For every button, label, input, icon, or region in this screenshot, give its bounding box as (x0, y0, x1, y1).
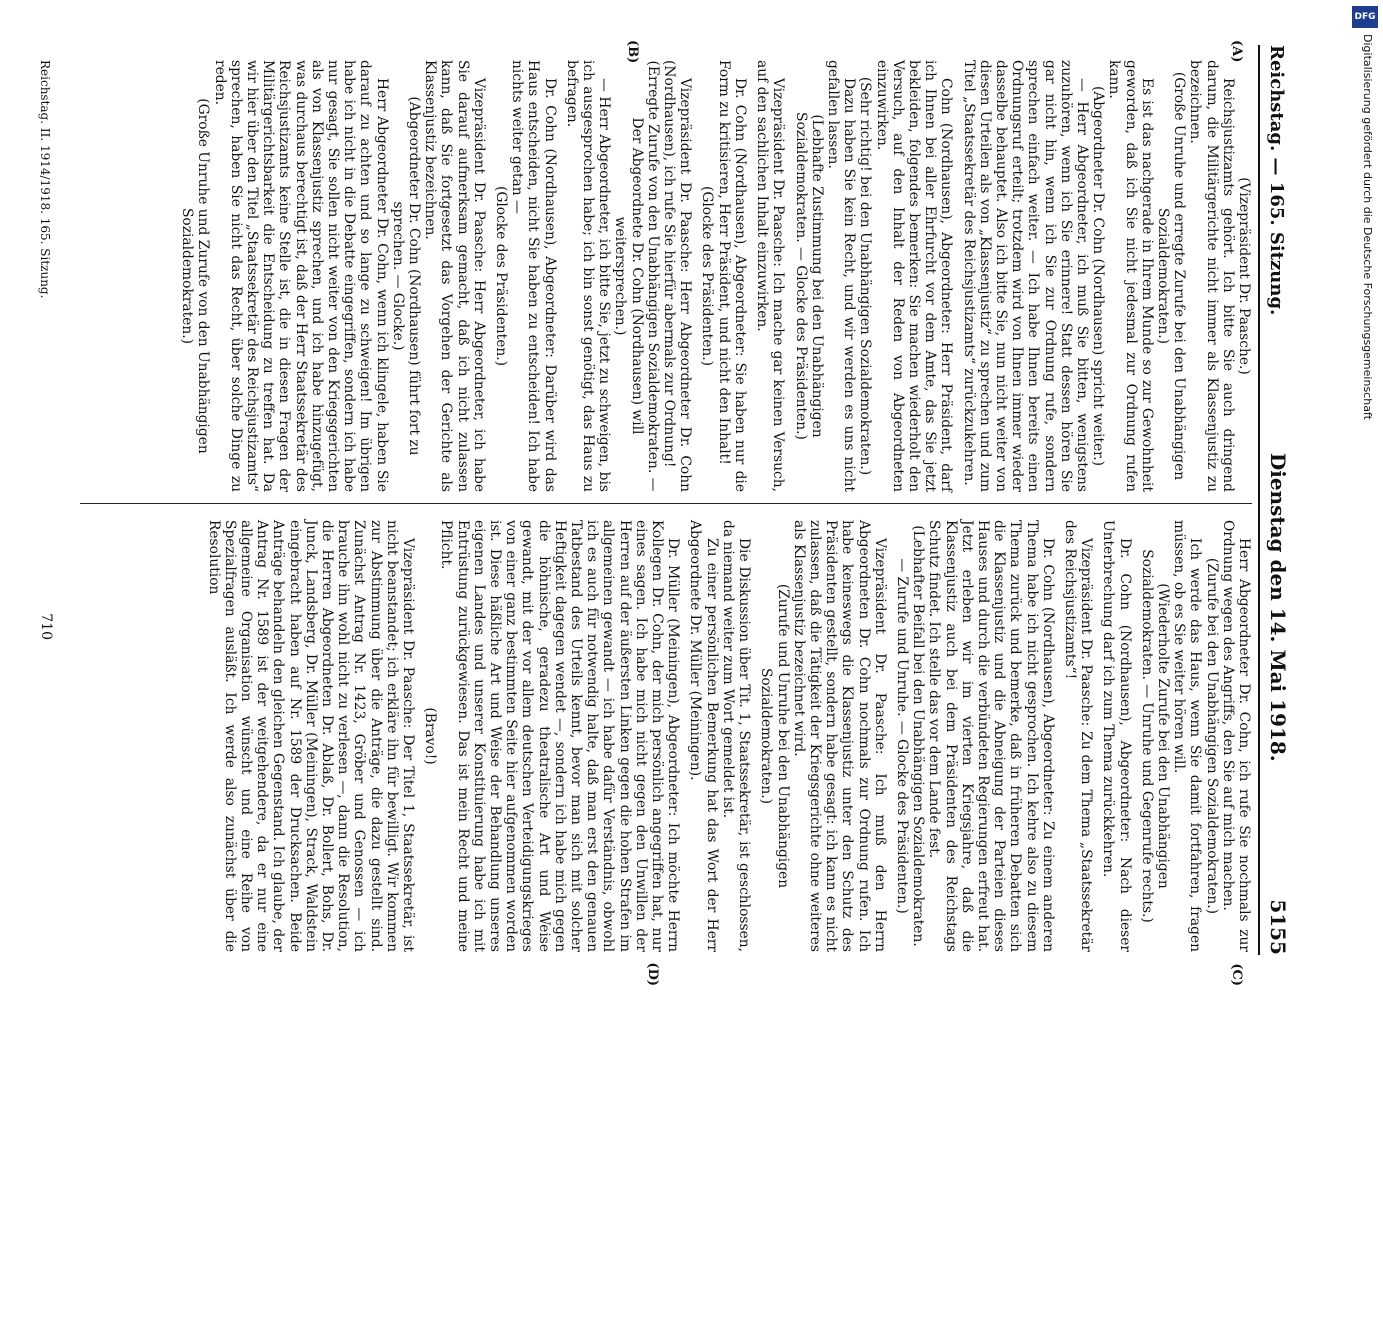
paragraph: Vizepräsident Dr. Paasche: Zu dem Thema „Staatssekretär des Reichsjustizamts“! (1061, 520, 1095, 952)
paragraph: Vizepräsident Dr. Paasche: Ich muß den Herrn Abgeordneten Dr. Cohn nochmals zur Ordnung rufen. Ich habe keineswegs die Klassenjustiz unter den Schutz des Präsidenten gestellt, sondern habe gesagt: ich kann es nicht zulassen, daß die Tätigkeit der Kriegsgerichte ohne weiteres als Klassenjustiz bezeichnet wird. (790, 520, 888, 952)
paragraph: (Lebhafter Beifall bei den Unabhängigen Sozialdemokraten. — Zurufe und Unruhe. — Glocke des Präsidenten.) (893, 525, 927, 947)
paragraph: (Vizepräsident Dr. Paasche.) (1236, 177, 1252, 375)
paragraph: Vizepräsident Dr. Paasche: Herr Abgeordneter, ich habe Sie darauf aufmerksam gemacht, daß ich nicht zulassen kann, daß Sie fortgesetzt das Vorgehen der Gerichte als Klassenjustiz bezeichnen. (422, 60, 487, 492)
paragraph: — Herr Abgeordneter, ich bitte Sie, jetzt zu schweigen, bis ich ausgesprochen habe; ich bin sonst genötigt, das Haus zu befragen. (563, 60, 613, 492)
paragraph: Es ist das nachgerade in Ihrem Munde so zur Gewohnheit geworden, daß ich Sie nicht jedesmal zur Ordnung rufen kann. (1106, 60, 1155, 492)
page-header (1266, 45, 1300, 955)
paragraph: Dr. Cohn (Nordhausen), Abgeordneter: Sie haben nur die Form zu kritisieren, Herr Präsident, und nicht den Inhalt! (715, 60, 748, 492)
header-left: Reichstag. — 165. Sitzung. (1266, 45, 1287, 316)
page-number: 5155 (1266, 899, 1290, 955)
margin-marker-c: (C) (1229, 963, 1244, 986)
right-column (205, 520, 1252, 952)
margin-marker-d: (D) (645, 962, 660, 986)
paragraph: Vizepräsident Dr. Paasche: Der Titel 1, Staatssekretär, ist nicht beanstandet; ich erkläre ihn für bewilligt. Wir kommen zur Abstimmung über die Anträge, die dazu gestellt sind. Zunächst Antrag Nr. 1423, Gröber und Genossen — ich brauche ihn wohl nicht zu verlesen —, dann die Resolution, die Herren Abgeordneten Dr. Ablaß, Dr. Bollert, Bohs, Dr. Junck, Landsberg, Dr. Müller (Meiningen), Strack, Waldstein eingebracht haben auf Nr. 1589 der Drucksachen. Beide Anträge behandeln den gleichen Gegenstand. Ich glaube, der Antrag Nr. 1589 ist der weitgehendere, da er nur eine allgemeine Organisation wünscht und eine Reihe von Spezialfragen ausläßt. Ich werde also zunächst über die Resolution (205, 520, 417, 952)
paragraph: (Glocke des Präsidenten.) (699, 185, 716, 367)
paragraph: Dr. Cohn (Nordhausen), Abgeordneter: Darüber wird das Haus entscheiden, nicht Sie haben zu entscheiden! Ich habe nichts weiter getan — (509, 60, 558, 492)
paragraph: Herr Abgeordneter Dr. Cohn, ich rufe Sie nochmals zur Ordnung wegen des Angriffs, den Sie auf mich machen. (1219, 520, 1252, 952)
paragraph: Zu einer persönlichen Bemerkung hat das Wort der Herr Abgeordnete Dr. Müller (Meiningen). (687, 520, 720, 952)
paragraph: Herr Abgeordneter Dr. Cohn, wenn ich klingele, haben Sie darauf zu achten und so lange zu schweigen! Im übrigen habe ich nicht in die Debatte eingegriffen, sondern ich habe nur gesagt, Sie sollen nicht weiter von den Kriegsgerichten als von Klassenjustiz sprechen, und ich habe hinzugefügt, was durchaus berechtigt ist, daß der Herr Staatssekretär des Reichsjustizamts keine Stelle ist, die in diesen Fragen der Militärgerichtsbarkeit die Entscheidung zu treffen hat. Da wir hier über den Titel „Staatssekretär des Reichsjustizamts“ sprechen, haben Sie nicht das Recht, über solche Dinge zu reden. (211, 60, 390, 492)
paragraph: Dr. Cohn (Nordhausen), Abgeordneter: Nach dieser Unterbrechung darf ich zum Thema zurückkehren. (1100, 520, 1133, 952)
paragraph: Die Diskussion über Tit. 1, Staatssekretär, ist geschlossen, da niemand weiter zum Wort gemeldet ist. (719, 520, 753, 952)
paragraph: (Abgeordneter Dr. Cohn (Nordhausen) führt fort zu sprechen. — Glocke.) (389, 96, 423, 456)
paragraph: (Große Unruhe und Zurufe von den Unabhängigen Sozialdemokraten.) (179, 98, 212, 454)
paragraph: Ich werde das Haus, wenn Sie damit fortfahren, fragen müssen, ob es Sie weiter hören will. (1171, 520, 1204, 952)
column-divider (80, 503, 1252, 504)
paragraph: (Große Unruhe und erregte Zurufe bei den Unabhängigen Sozialdemokraten.) (1154, 71, 1188, 481)
paragraph: Cohn (Nordhausen), Abgeordneter: Herr Präsident, darf ich Ihnen bei aller Ehrfurcht vor dem Amte, das Sie jetzt bekleiden, folgendes bemerken: Sie machen wiederholt den Versuch, auf den Inhalt der Reden von Abgeordneten einzuwirken. (873, 60, 955, 492)
dfg-credit-text: Digitalisierung gefördert durch die Deutsche Forschungsgemeinschaft (1361, 34, 1374, 420)
paragraph: Reichsjustizamts gehört. Ich bitte Sie auch dringend darum, die Militärgerichte nicht immer als Klassenjustiz zu bezeichnen. (1187, 60, 1236, 492)
left-column (179, 60, 1252, 492)
margin-marker-a: (A) (1229, 40, 1244, 63)
paragraph: (Lebhafte Zustimmung bei den Unabhängigen Sozialdemokraten. — Glocke des Präsidenten.) (792, 112, 825, 440)
header-center: Dienstag den 14. Mai 1918. (1266, 452, 1290, 762)
dfg-sidebar (1346, 0, 1382, 1340)
paragraph: Dr. Cohn (Nordhausen), Abgeordneter: Zu einem anderen Thema habe ich nicht gesprochen. Ich kehre also zu diesem Thema zurück und bemerke, daß in früheren Debatten sich die Klassenjustiz und die Abneigung der Parteien dieses Hauses und durch die verbündeten Regierungen erfreut hat. Jetzt erleben wir im vierten Kriegsjahre, daß die Klassenjustiz auch bei dem Präsidenten des Reichstags Schutz findet. Ich stelle das vor dem Lande fest. (926, 520, 1056, 952)
header-rule (1258, 45, 1260, 955)
margin-marker-b: (B) (625, 40, 640, 64)
paragraph: Dazu haben Sie kein Recht, und wir werden es uns nicht gefallen lassen. (824, 60, 858, 492)
paragraph: (Wiederholte Zurufe bei den Unabhängigen Sozialdemokraten. — Unruhe und Gegenrufe rechts.) (1138, 549, 1171, 923)
paragraph: (Sehr richtig! bei den Unabhängigen Sozialdemokraten.) (857, 76, 874, 476)
paragraph: (Zurufe bei den Unabhängigen Sozialdemokraten.) (1203, 557, 1220, 915)
paragraph: (Zurufe und Unruhe bei den Unabhängigen Sozialdemokraten.) (758, 583, 791, 889)
dfg-logo-icon: DFG (1352, 6, 1378, 28)
sheet-signature: 710 (38, 613, 54, 640)
page-footer: Reichstag. II. 1914/1918. 165. Sitzung. (38, 60, 52, 299)
paragraph: (Erregte Zurufe von den Unabhängigen Sozialdemokraten. — Der Abgeordnete Dr. Cohn (Nordhausen) will weitersprechen.) (612, 60, 661, 492)
paragraph: Vizepräsident Dr. Paasche: Herr Abgeordneter Dr. Cohn (Nordhausen), ich rufe Sie hierfür abermals zur Ordnung! (661, 60, 694, 492)
paragraph: (Bravo!) (422, 707, 439, 765)
paragraph: Vizepräsident Dr. Paasche: Ich mache gar keinen Versuch, auf den sachlichen Inhalt einzuwirken. (754, 60, 787, 492)
paragraph: (Abgeordneter Dr. Cohn (Nordhausen) spricht weiter.) (1090, 85, 1107, 467)
paragraph: Dr. Müller (Meiningen), Abgeordneter: Ich möchte Herrn Kollegen Dr. Cohn, der mich persönlich angegriffen hat, nur eines sagen. Ich habe mich nicht gegen den Unwillen der Herren auf der äußersten Linken gegen die hohen Strafen im allgemeinen gewandt — ich habe dafür Verständnis, obwohl ich es auch für notwendig halte, daß man erst den genauen Tatbestand des Urteils kennt, bevor man sich mit solcher Heftigkeit dagegen wendet —, sondern ich habe mich gegen die höhnische, geradezu theatralische Art und Weise gewandt, mit der vor allem deutschen Verteidigungskrieges von einer ganz bestimmten Seite hier aufgenommen worden ist. Diese häßliche Art und Weise der Behandlung unseres eigenen Landes und unserer Konstituierung habe ich mit Entrüstung zurückgewiesen. Das ist mein Recht und meine Pflicht. (438, 520, 682, 952)
paragraph: — Herr Abgeordneter, ich muß Sie bitten, wenigstens zuzuhören, wenn ich Sie erinnere! Statt dessen hören Sie gar nicht hin, wenn ich Sie zur Ordnung rufe, sondern sprechen einfach weiter. — Ich habe Ihnen bereits einen Ordnungsruf erteilt; trotzdem wird von Ihnen immer wieder dasselbe behauptet. Also ich bitte Sie, nun nicht weiter von diesen Urteilen als von „Klassenjustiz“ zu sprechen und zum Titel „Staatssekretär des Reichsjustizamts“ zurückzukehren. (960, 60, 1090, 492)
paragraph: (Glocke des Präsidenten.) (493, 185, 510, 367)
